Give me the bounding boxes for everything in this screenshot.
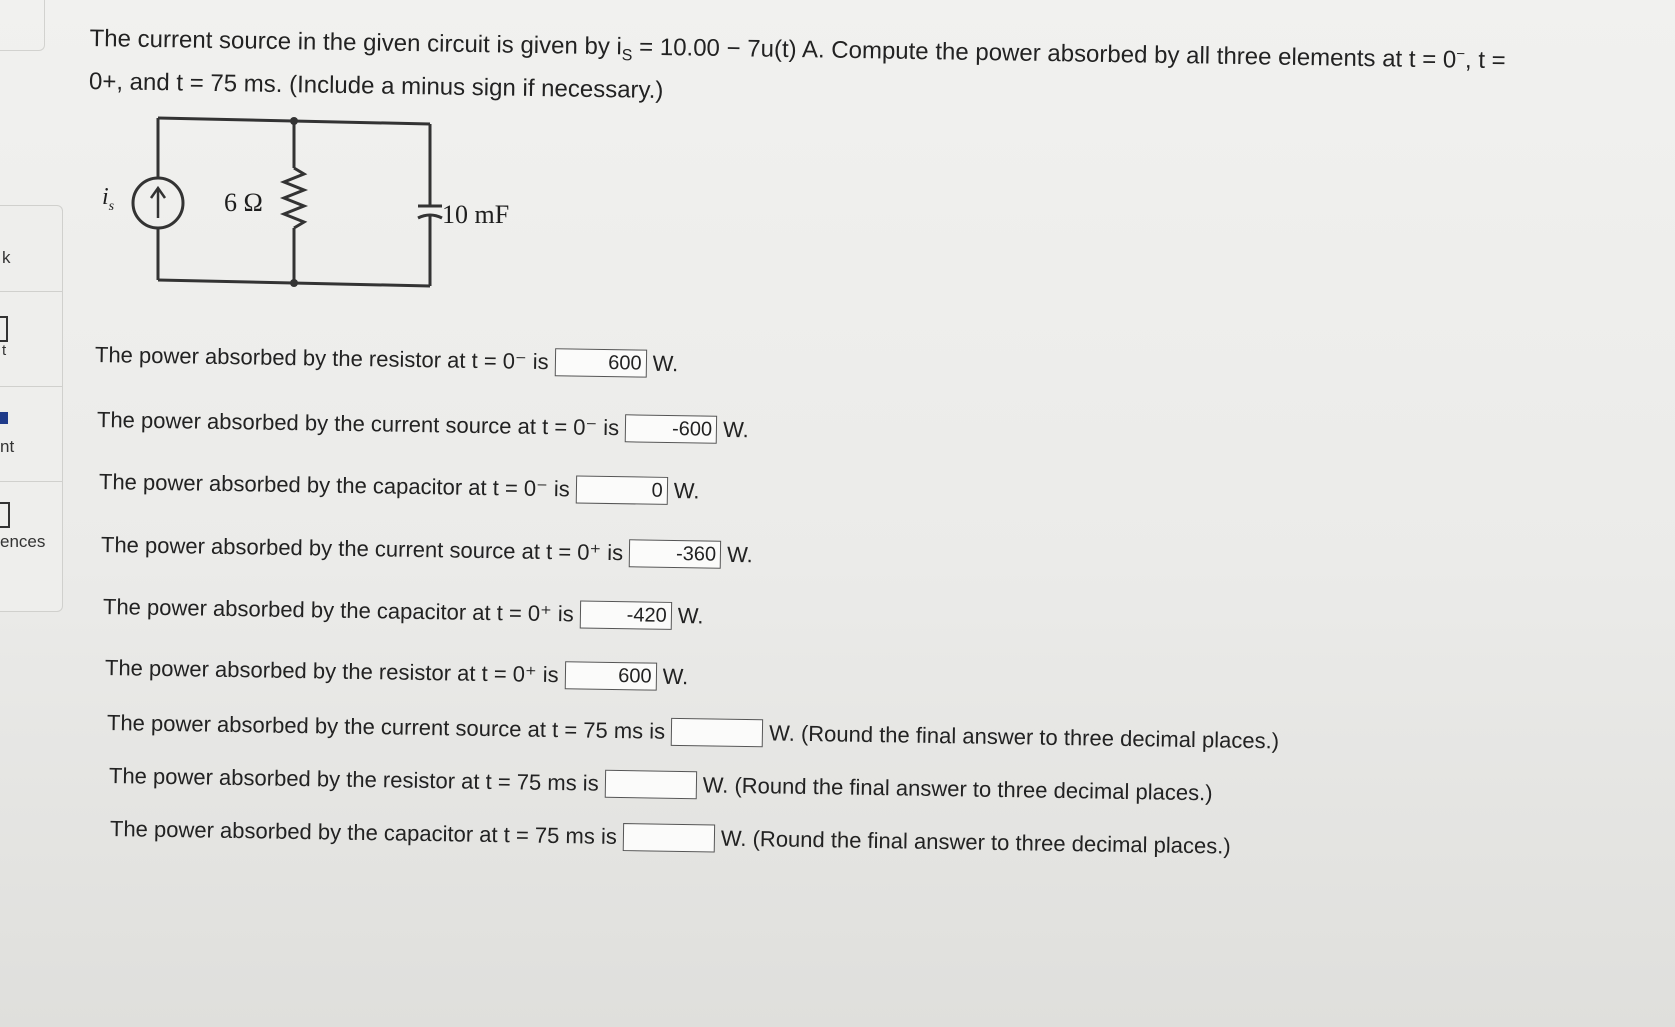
- answer-prompt: The power absorbed by the resistor at t = 75 ms is: [108, 763, 599, 796]
- answer-input[interactable]: -600: [625, 414, 717, 443]
- answer-prompt: The power absorbed by the capacitor at t = 75 ms is: [109, 816, 618, 849]
- sidebar-active-marker: [0, 412, 8, 424]
- question-part: = 10.00 − 7u(t) A. Compute the power absorbed by all three elements at t = 0: [632, 33, 1457, 74]
- answer-input[interactable]: [623, 823, 715, 852]
- sidebar-divider: [0, 481, 62, 482]
- source-label-text: i: [102, 184, 109, 210]
- answer-row: [97, 406, 749, 444]
- circuit-diagram: [100, 118, 560, 318]
- question-part: 0+, and t = 75 ms. (Include a minus sign if necessary.): [88, 67, 664, 104]
- junction-dot: [290, 279, 298, 287]
- answer-row: [105, 654, 689, 691]
- answer-input[interactable]: 600: [564, 661, 656, 690]
- answer-unit: W.: [677, 603, 704, 629]
- sidebar-divider: [0, 291, 62, 292]
- sidebar-bracket-icon: [0, 502, 10, 528]
- source-label-subscript: s: [108, 198, 115, 214]
- answer-row: [110, 815, 1231, 861]
- sidebar-divider: [0, 386, 62, 387]
- question-text: [89, 16, 1650, 123]
- answer-row: [101, 531, 753, 569]
- answer-unit: W.: [726, 541, 753, 568]
- question-superscript: −: [1456, 45, 1466, 63]
- left-sidebar: [0, 0, 64, 1027]
- sidebar-item-label[interactable]: k: [2, 248, 11, 267]
- answer-unit: W.: [722, 416, 749, 443]
- answer-prompt: The power absorbed by the current source at t = 75 ms is: [106, 710, 666, 744]
- sidebar-top-tab[interactable]: [0, 0, 45, 51]
- answer-prompt: The power absorbed by the capacitor at t = 0⁺ is: [102, 594, 574, 627]
- sidebar-item-label[interactable]: t: [2, 342, 7, 359]
- answer-unit: W. (Round the final answer to three decimal places.): [702, 772, 1213, 806]
- answer-input[interactable]: -360: [629, 539, 721, 568]
- answer-input[interactable]: [671, 718, 763, 747]
- answer-prompt: The power absorbed by the resistor at t = 0⁻ is: [94, 342, 549, 375]
- question-subscript: S: [621, 47, 633, 65]
- answer-row: [99, 468, 700, 505]
- answer-row: [107, 709, 1279, 755]
- answer-input[interactable]: [604, 770, 696, 799]
- answer-unit: W. (Round the final answer to three decimal places.): [720, 825, 1231, 859]
- junction-dot: [290, 117, 298, 125]
- question-part: The current source in the given circuit is given by i: [89, 24, 623, 61]
- capacitor-label: 10 mF: [442, 200, 510, 229]
- answer-prompt: The power absorbed by the current source at t = 0⁻ is: [96, 407, 620, 441]
- answer-row: [109, 762, 1213, 807]
- resistor-icon: [284, 168, 304, 228]
- question-part: , t =: [1464, 46, 1506, 75]
- answer-input[interactable]: -420: [580, 600, 672, 629]
- source-label: [102, 184, 114, 215]
- sidebar-item-label[interactable]: ences: [0, 532, 46, 551]
- answer-prompt: The power absorbed by the current source at t = 0⁺ is: [100, 532, 624, 566]
- answer-prompt: The power absorbed by the capacitor at t = 0⁻ is: [98, 469, 570, 502]
- answer-unit: W.: [652, 350, 679, 377]
- answer-prompt: The power absorbed by the resistor at t = 0⁺ is: [104, 655, 559, 688]
- answer-input[interactable]: 600: [554, 348, 646, 377]
- sidebar-item-label[interactable]: nt: [0, 437, 15, 456]
- answer-unit: W. (Round the final answer to three decimal places.): [768, 720, 1280, 754]
- sidebar-bracket-icon: [0, 316, 8, 342]
- answer-unit: W.: [673, 478, 700, 504]
- answer-input[interactable]: 0: [576, 475, 668, 504]
- answer-row: [95, 341, 679, 378]
- resistor-label: 6 Ω: [224, 188, 263, 217]
- answer-row: [103, 593, 704, 630]
- answer-unit: W.: [662, 663, 689, 690]
